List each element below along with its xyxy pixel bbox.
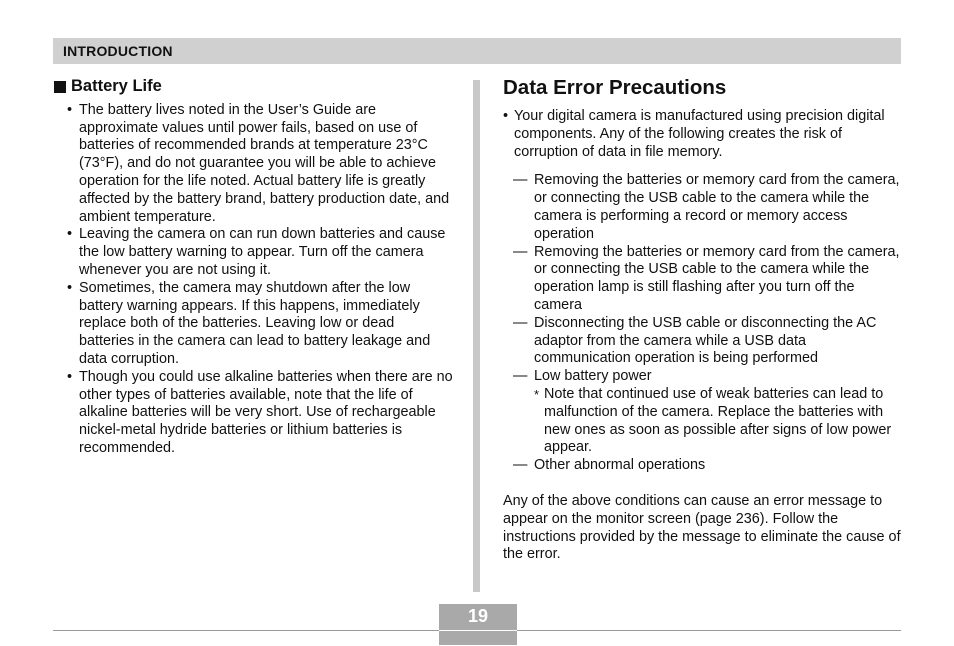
data-error-intro <box>503 108 905 161</box>
bullet-dot-icon: • <box>67 226 73 243</box>
list-item <box>53 102 453 227</box>
bullet-text: The battery lives noted in the User’s Guide are approximate values until power fails, based on use of batteries of recommended brands at temperature 23°C (73°F), and do not guarantee you will be able to achieve operation for the life noted. Actual battery life is greatly affected by the battery brand, battery production date, and ambient temperature. <box>79 101 450 225</box>
list-item <box>502 244 905 315</box>
condition-text: Removing the batteries or memory card from the camera, or connecting the USB cable to the camera while the camera is performing a record or memory access operation <box>534 172 900 242</box>
asterisk-icon: * <box>534 386 540 402</box>
condition-text: Low battery power <box>534 368 652 385</box>
data-error-intro-text: Your digital camera is manufactured using precision digital components. Any of the following creates the risk of corruption of data in file memory. <box>514 108 885 160</box>
list-item <box>53 226 453 279</box>
list-item <box>502 172 905 243</box>
closing-paragraph: Any of the above conditions can cause an error message to appear on the monitor screen (page 236). Follow the instructions provided by the message to eliminate the cause of the error. <box>503 492 901 563</box>
battery-life-bullets <box>53 102 453 458</box>
bullet-dot-icon: • <box>67 279 73 296</box>
list-item <box>502 315 905 368</box>
section-header-bar <box>53 38 901 64</box>
page-number: 19 <box>467 606 489 626</box>
battery-life-heading <box>53 78 453 96</box>
dash-icon: — <box>513 314 528 331</box>
battery-life-section <box>53 78 453 458</box>
data-error-title: Data Error Precautions <box>503 76 727 99</box>
square-bullet-icon <box>54 81 66 93</box>
page-number-tab <box>439 604 517 645</box>
bullet-text: Sometimes, the camera may shutdown after the low battery warning appears. If this happens, immediately replace both of the batteries. Leaving low or dead batteries in the camera can lead to battery leakage and data corruption. <box>79 279 431 367</box>
dash-icon: — <box>513 457 528 474</box>
condition-list <box>503 172 905 475</box>
dash-icon: — <box>513 368 528 385</box>
list-item <box>53 280 453 369</box>
footer-rule-gap <box>439 630 517 631</box>
bullet-text: Leaving the camera on can run down batteries and cause the low battery warning to appear. Turn off the camera whenever you are not using it. <box>79 226 446 278</box>
list-item <box>53 369 453 458</box>
note-text: Note that continued use of weak batteries can lead to malfunction of the camera. Replace the batteries with new ones as soon as possible after signs of low power appear. <box>544 385 892 456</box>
bullet-dot-icon: • <box>503 108 509 124</box>
column-divider <box>473 80 480 592</box>
bullet-text: Though you could use alkaline batteries when there are no other types of batteries available, note that the life of alkaline batteries will be very short. Use of rechargeable nickel-metal hydride batteries or lithium batteries is recommended. <box>79 368 453 456</box>
data-error-section <box>503 76 905 579</box>
dash-icon: — <box>513 172 528 189</box>
list-item <box>502 457 905 475</box>
dash-icon: — <box>513 243 528 260</box>
condition-text: Removing the batteries or memory card from the camera, or connecting the USB cable to the camera while the operation lamp is still flashing after you turn off the camera <box>534 243 900 313</box>
condition-text: Other abnormal operations <box>534 457 706 474</box>
list-item <box>502 368 905 457</box>
condition-text: Disconnecting the USB cable or disconnecting the AC adaptor from the camera while a USB data communication operation is being performed <box>534 314 877 367</box>
bullet-dot-icon: • <box>67 368 73 385</box>
section-header-title: INTRODUCTION <box>63 43 173 59</box>
battery-life-heading-text: Battery Life <box>71 77 162 95</box>
bullet-dot-icon: • <box>67 101 73 118</box>
low-battery-note <box>534 386 905 457</box>
